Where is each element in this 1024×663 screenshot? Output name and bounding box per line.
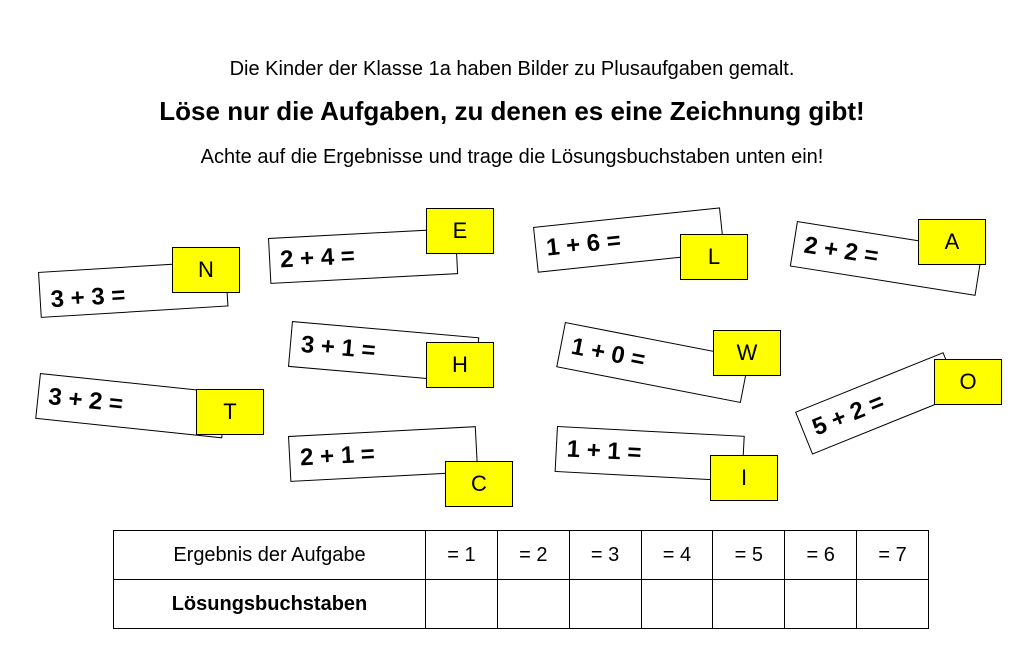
letter-answer-cell[interactable] <box>857 580 929 629</box>
letter-answer-cell[interactable] <box>785 580 857 629</box>
answer-table <box>113 530 929 629</box>
letter-box: C <box>445 461 513 507</box>
task-expression: 1 + 0 = <box>568 332 648 374</box>
task-expression: 1 + 6 = <box>544 226 623 262</box>
task-expression: 2 + 4 = <box>279 242 356 274</box>
task-expression: 1 + 1 = <box>566 435 643 467</box>
result-cell: = 4 <box>641 531 713 580</box>
intro-text: Die Kinder der Klasse 1a haben Bilder zu Plusaufgaben gemalt. <box>229 58 795 80</box>
task-expression: 2 + 1 = <box>299 440 376 472</box>
letter-box: I <box>710 455 778 501</box>
letter-box: O <box>934 359 1002 405</box>
task-expression: 3 + 3 = <box>49 281 127 314</box>
task-expression: 3 + 2 = <box>47 383 125 418</box>
letter-box: A <box>918 219 986 265</box>
letters-row-label: Lösungsbuchstaben <box>114 580 426 629</box>
result-cell: = 1 <box>426 531 498 580</box>
results-row <box>114 531 929 580</box>
letter-box: L <box>680 234 748 280</box>
task-expression: 2 + 2 = <box>802 231 881 270</box>
instruction-text: Achte auf die Ergebnisse und trage die Lösungsbuchstaben unten ein! <box>200 146 824 168</box>
result-cell: = 2 <box>497 531 569 580</box>
letter-answer-cell[interactable] <box>569 580 641 629</box>
result-cell: = 6 <box>785 531 857 580</box>
letter-answer-cell[interactable] <box>497 580 569 629</box>
task-heading: Löse nur die Aufgaben, zu denen es eine Zeichnung gibt! <box>159 96 865 126</box>
task-expression: 3 + 1 = <box>299 330 377 365</box>
result-cell: = 7 <box>857 531 929 580</box>
letter-box: N <box>172 247 240 293</box>
letters-row <box>114 580 929 629</box>
task-expression: 5 + 2 = <box>808 388 888 442</box>
letter-answer-cell[interactable] <box>713 580 785 629</box>
result-cell: = 5 <box>713 531 785 580</box>
letter-box: T <box>196 389 264 435</box>
letter-box: H <box>426 342 494 388</box>
result-cell: = 3 <box>569 531 641 580</box>
results-row-label: Ergebnis der Aufgabe <box>114 531 426 580</box>
letter-box: E <box>426 208 494 254</box>
letter-box: W <box>713 330 781 376</box>
letter-answer-cell[interactable] <box>426 580 498 629</box>
letter-answer-cell[interactable] <box>641 580 713 629</box>
